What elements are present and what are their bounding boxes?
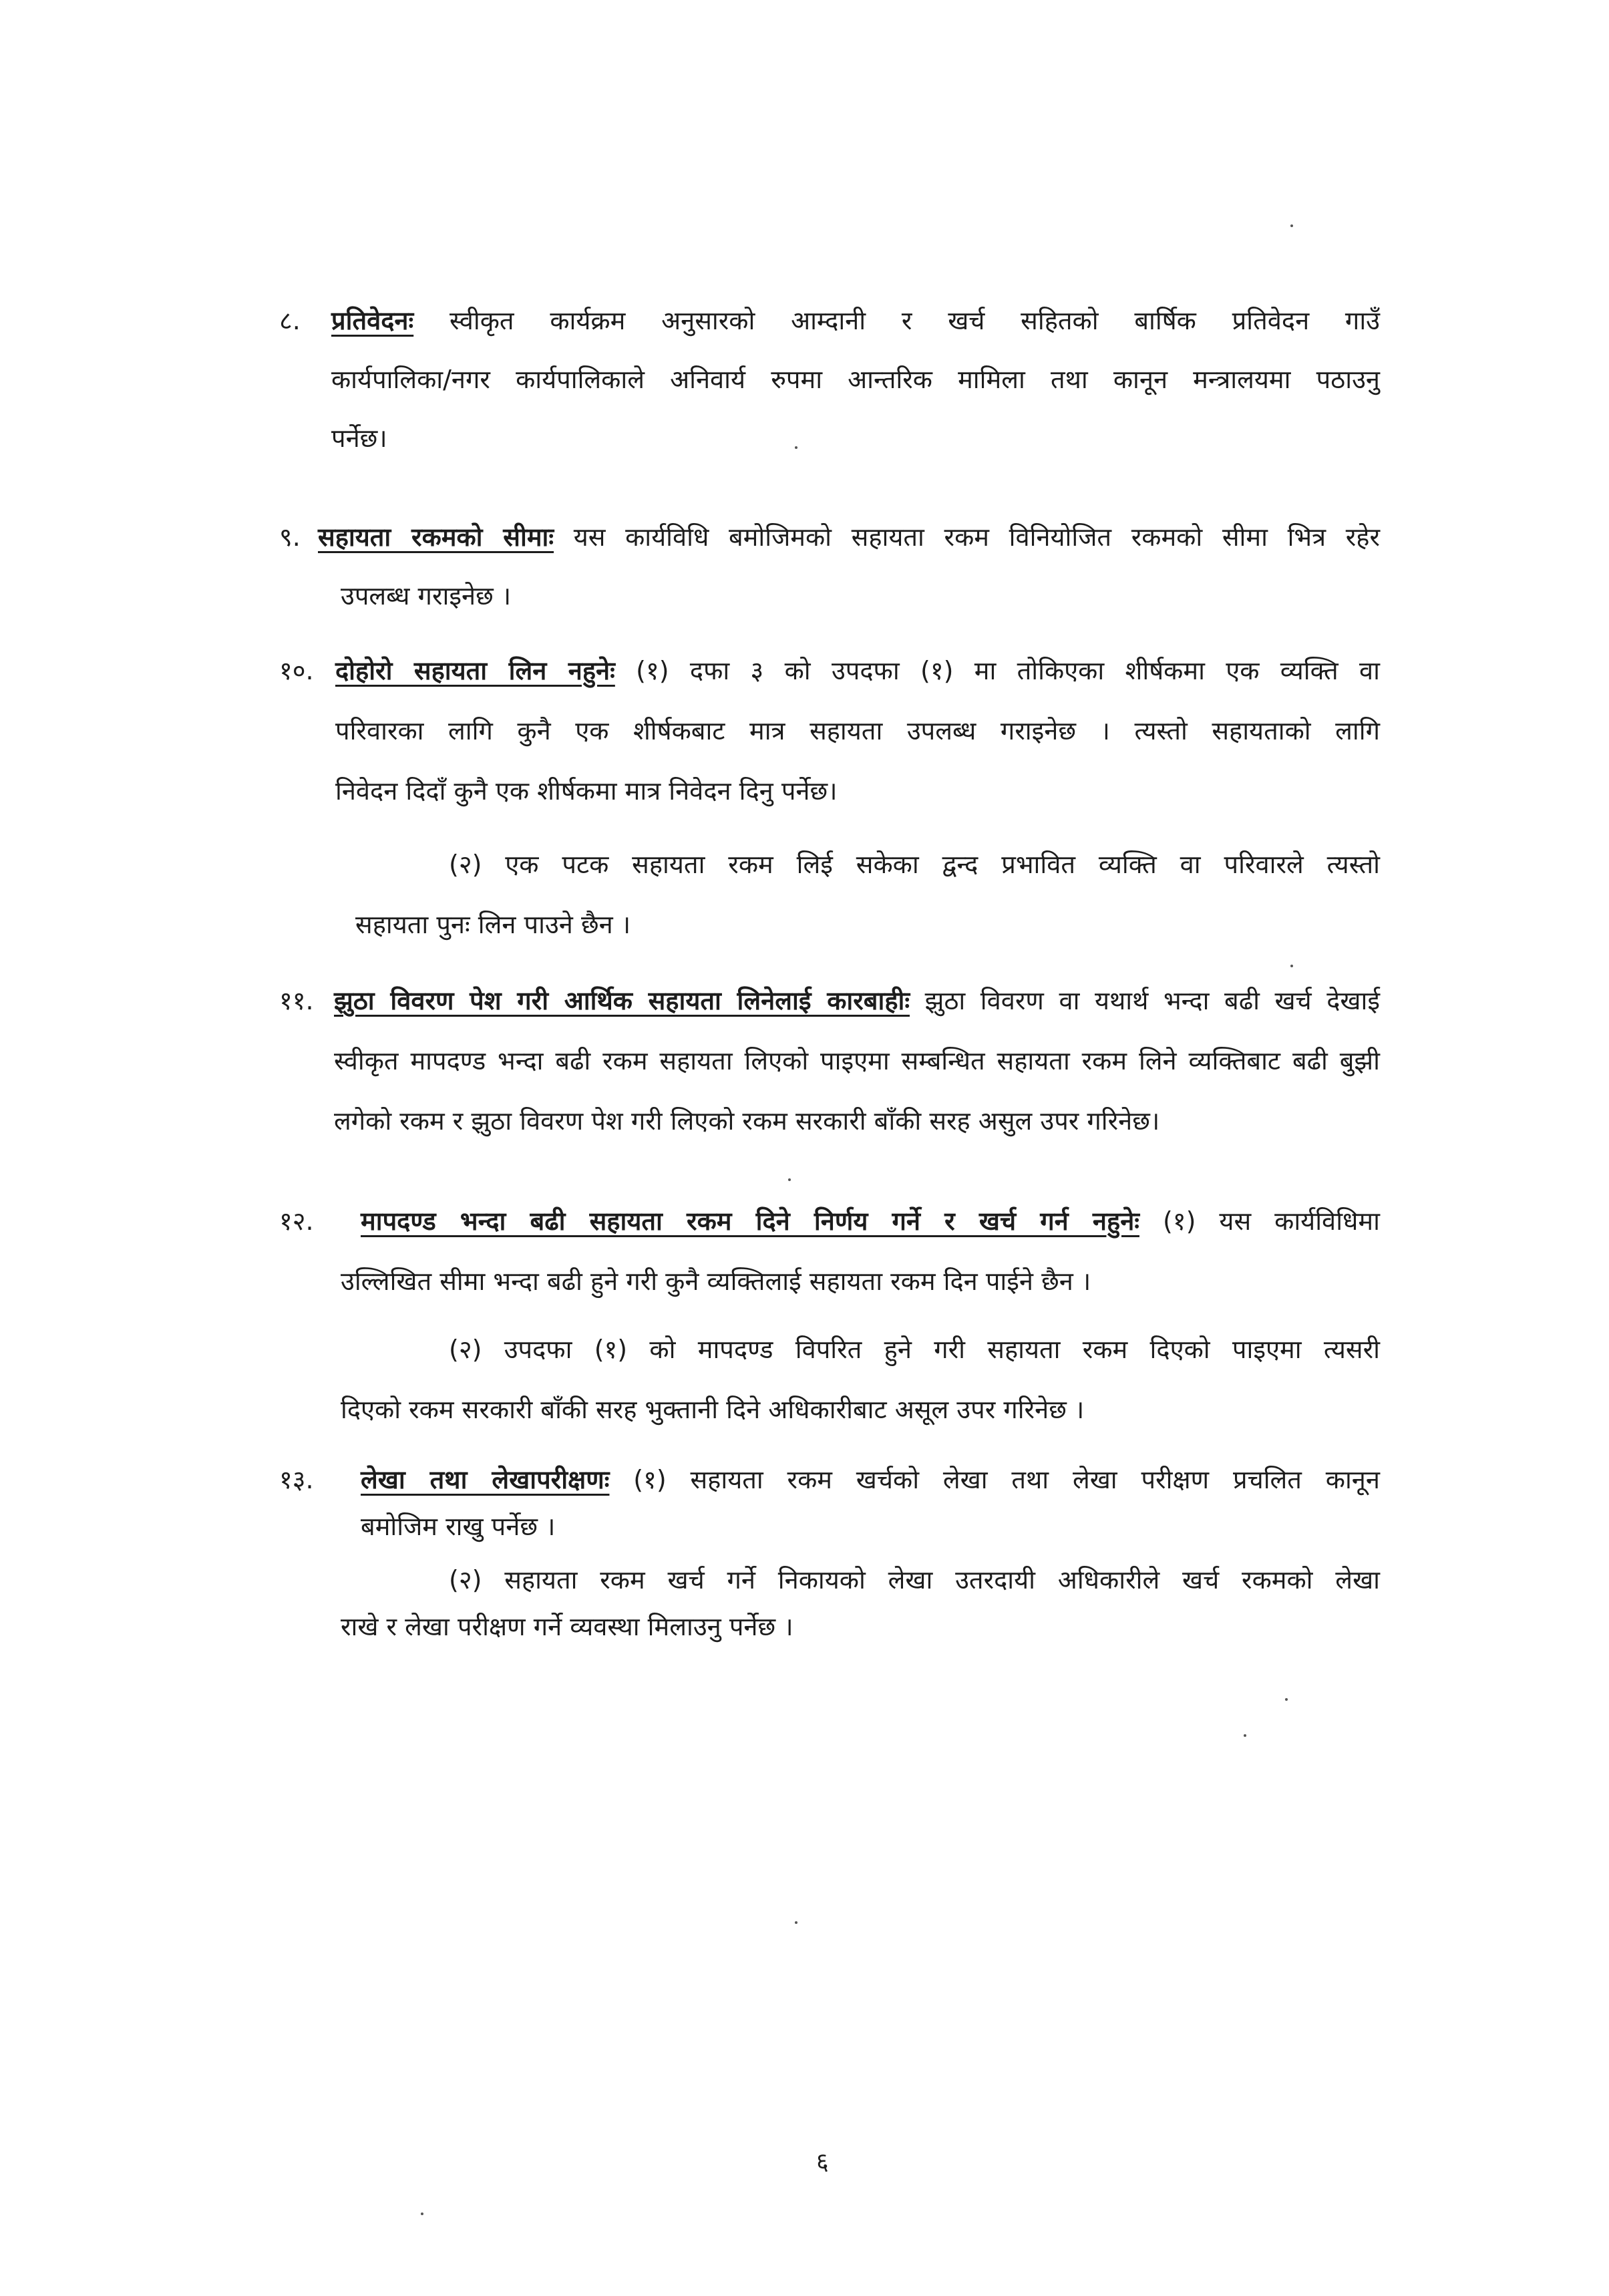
section-first-line [335, 643, 1380, 699]
section-text: यस कार्यविधि बमोजिमको सहायता रकम विनियोजित रकमको सीमा भित्र रहेर [573, 522, 1380, 552]
section-number: १२. [279, 1206, 314, 1236]
subsection-line: (२) एक पटक सहायता रकम लिई सकेका द्वन्द प्रभावित व्यक्ति वा परिवारले त्यस्तो [449, 850, 1380, 879]
section-text-line: लगेको रकम र झुठा विवरण पेश गरी लिएको रकम सरकारी बाँकी सरह असुल उपर गरिनेछ। [334, 1106, 1160, 1136]
section-text-line: सहायता पुनः लिन पाउने छैन । [355, 910, 631, 939]
section-title: मापदण्ड भन्दा बढी सहायता रकम दिने निर्णय गर्ने र खर्च गर्न नहुनेः [361, 1206, 1139, 1236]
scan-speck [421, 2212, 423, 2215]
section-first-line [318, 509, 1380, 565]
section-text-line: निवेदन दिदाँ कुनै एक शीर्षकमा मात्र निवेदन दिनु पर्नेछ। [335, 776, 838, 806]
section-first-line [331, 293, 1380, 349]
section-text-line: परिवारका लागि कुनै एक शीर्षकबाट मात्र सहायता उपलब्ध गराइनेछ । त्यस्तो सहायताको लागि [335, 716, 1380, 746]
subsection-line: (२) उपदफा (१) को मापदण्ड विपरित हुने गरी सहायता रकम दिएको पाइएमा त्यसरी [449, 1335, 1380, 1364]
section-text: (१) सहायता रकम खर्चको लेखा तथा लेखा परीक्षण प्रचलित कानून [633, 1465, 1380, 1494]
page-number: ६ [816, 2148, 829, 2176]
section-title: प्रतिवेदनः [331, 306, 414, 335]
scan-speck [788, 1178, 791, 1181]
section-title: दोहोरो सहायता लिन नहुनेः [335, 656, 615, 685]
scan-speck [795, 1921, 797, 1924]
section-text-line: राखे र लेखा परीक्षण गर्ने व्यवस्था मिलाउनु पर्नेछ । [341, 1612, 793, 1641]
section-first-line [334, 973, 1380, 1029]
scan-speck [1290, 224, 1293, 227]
section-text-line: बमोजिम राखु पर्नेछ । [361, 1512, 556, 1541]
section-title: लेखा तथा लेखापरीक्षणः [361, 1465, 610, 1494]
section-first-line [361, 1193, 1380, 1249]
subsection-line: (२) सहायता रकम खर्च गर्ने निकायको लेखा उतरदायी अधिकारीले खर्च रकमको लेखा [449, 1565, 1380, 1595]
section-number: १३. [279, 1465, 314, 1494]
section-number: ९. [279, 522, 301, 552]
section-title: झुठा विवरण पेश गरी आर्थिक सहायता लिनेलाई कारबाहीः [334, 986, 910, 1015]
scan-speck [1244, 1734, 1246, 1737]
scan-speck [1290, 965, 1293, 967]
section-title: सहायता रकमको सीमाः [318, 522, 554, 552]
section-first-line [361, 1456, 1380, 1503]
section-text: (१) यस कार्यविधिमा [1162, 1206, 1380, 1236]
section-number: ११. [279, 986, 314, 1015]
section-text-line: कार्यपालिका/नगर कार्यपालिकाले अनिवार्य रुपमा आन्तरिक मामिला तथा कानून मन्त्रालयमा पठाउनु [331, 365, 1380, 394]
section-text: झुठा विवरण वा यथार्थ भन्दा बढी खर्च देखाई [924, 986, 1381, 1015]
section-text-line: स्वीकृत मापदण्ड भन्दा बढी रकम सहायता लिएको पाइएमा सम्बन्धित सहायता रकम लिने व्यक्तिबाट बढी बुझी [334, 1046, 1380, 1076]
section-text-line: दिएको रकम सरकारी बाँकी सरह भुक्तानी दिने अधिकारीबाट असूल उपर गरिनेछ । [341, 1395, 1085, 1424]
section-text-line: पर्नेछ। [331, 424, 387, 453]
scan-speck [795, 446, 797, 449]
section-text-line: उल्लिखित सीमा भन्दा बढी हुने गरी कुनै व्यक्तिलाई सहायता रकम दिन पाईने छैन । [341, 1267, 1091, 1296]
section-number: १०. [279, 656, 314, 685]
scan-speck [1285, 1698, 1288, 1701]
section-text: स्वीकृत कार्यक्रम अनुसारको आम्दानी र खर्च सहितको बार्षिक प्रतिवेदन गाउँ [449, 306, 1380, 335]
section-number: ८. [279, 306, 301, 335]
section-text-line: उपलब्ध गराइनेछ । [341, 581, 512, 611]
section-text: (१) दफा ३ को उपदफा (१) मा तोकिएका शीर्षकमा एक व्यक्ति वा [636, 656, 1380, 685]
